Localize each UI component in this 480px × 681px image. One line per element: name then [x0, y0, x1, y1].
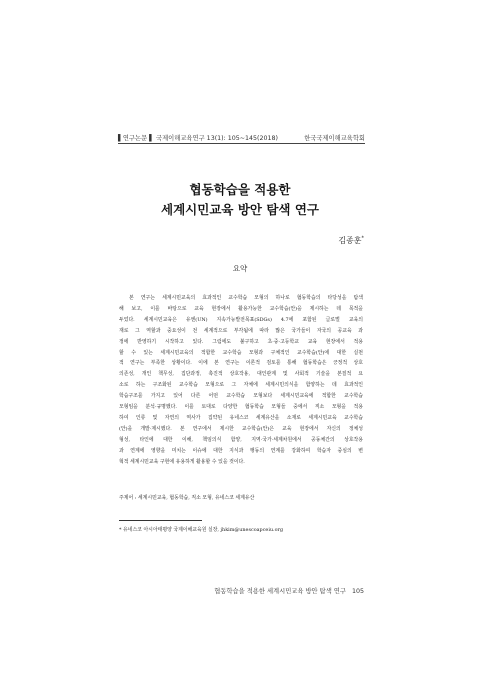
abstract-line: 의존성, 개인 책무성, 집단과정, 촉진적 상호작용, 대인관계 및 사회적 기술을 본질적 요: [119, 371, 363, 378]
abstract-line: 하여 인류 및 자연의 역사가 집약된 유네스코 세계유산을 소재로 세계시민교육 교수학습: [119, 414, 363, 421]
abstract-line: 과 연계에 영향을 미치는 이슈에 대한 지식과 행동의 연계를 강화하여 학습자 중심의 변: [119, 447, 363, 454]
keywords: 주제어 : 세계시민교육, 협동학습, 직소 모형, 유네스코 세계유산: [119, 495, 255, 501]
page-footer: [214, 586, 364, 595]
title-line-1: 협동학습을 적용한: [189, 182, 291, 197]
paper-title: [0, 180, 480, 220]
journal-citation: ▌연구논문 ▌ 국제이해교육연구 13(1): 105~145(2018): [118, 135, 278, 142]
abstract-line: 본 연구는 세계시민교육의 효과적인 교수학습 모형의 하나로 협동학습의 타당성을 탐색: [129, 295, 363, 301]
page-number: 105: [351, 588, 364, 595]
abstract-line: 혁적 세계시민교육 구현에 유용하게 활용할 수 있을 것이다.: [119, 458, 245, 465]
abstract-line: 할 수 있는 세계시민교육의 적합한 교수학습 모형과 구체적인 교수학습(안)에 대한 실천: [119, 349, 363, 356]
author-footnote-mark: *: [361, 235, 364, 242]
running-title: 협동학습을 적용한 세계시민교육 방안 탐색 연구: [214, 588, 346, 595]
abstract-line: 소로 하는 구조화된 교수학습 모형으로 그 자체에 세계시민의식을 함양하는 데 효과적인: [119, 382, 363, 389]
author: [338, 235, 364, 246]
abstract-line: 학습구조를 가지고 있어 다른 어떤 교수학습 모형보다 세계시민교육에 적합한 교수학습: [119, 393, 363, 400]
abstract-line: 모형임을 분석·규명했다. 이를 토대로 다양한 협동학습 모형들 중에서 직소 모형을 적용: [119, 404, 363, 411]
header-divider: [118, 143, 365, 144]
society-name: 한국국제이해교육학회: [304, 135, 365, 142]
abstract-heading: 요약: [232, 264, 248, 273]
abstract-line: 재로 그 역할과 중요성이 전 세계적으로 부각됨에 따라 많은 국가들이 자국의 공교육 과: [119, 327, 363, 334]
abstract-line: 적 연구는 부족한 상황이다. 이에 본 연구는 이론적 검토를 통해 협동학습은 긍정적 상호: [119, 360, 363, 367]
abstract-line: (안)을 개발·제시했다. 본 연구에서 제시한 교수학습(안)은 교육 현장에서 자신의 정체성: [119, 425, 363, 432]
abstract-line: 해 보고, 이를 바탕으로 교육 현장에서 활용가능한 교수학습(안)을 제시하는 데 목적을: [119, 305, 363, 312]
author-name: 김종훈: [338, 236, 362, 245]
abstract-line: 형성, 타인에 대한 이해, 책임의식 함양, 지역·국가·세계차원에서 공동체간의 상호작용: [119, 436, 363, 443]
author-footnote: * 유네스코 아시아태평양 국제이해교육원 실장, jhkim@unescoapceiu.org: [119, 527, 284, 533]
abstract-line: 정에 반영하기 시작하고 있다. 그럼에도 불구하고 초·중·고등학교 교육 현장에서 적용: [119, 338, 363, 345]
abstract-line: 두었다. 세계시민교육은 유엔(UN) 지속가능발전목표(SDGs) 4.7에 포함된 글로벌 교육의: [119, 316, 363, 323]
abstract-body: [119, 293, 363, 468]
footnote-divider: [119, 520, 202, 521]
title-line-2: 세계시민교육 방안 탐색 연구: [161, 202, 319, 217]
journal-header: [118, 133, 365, 142]
